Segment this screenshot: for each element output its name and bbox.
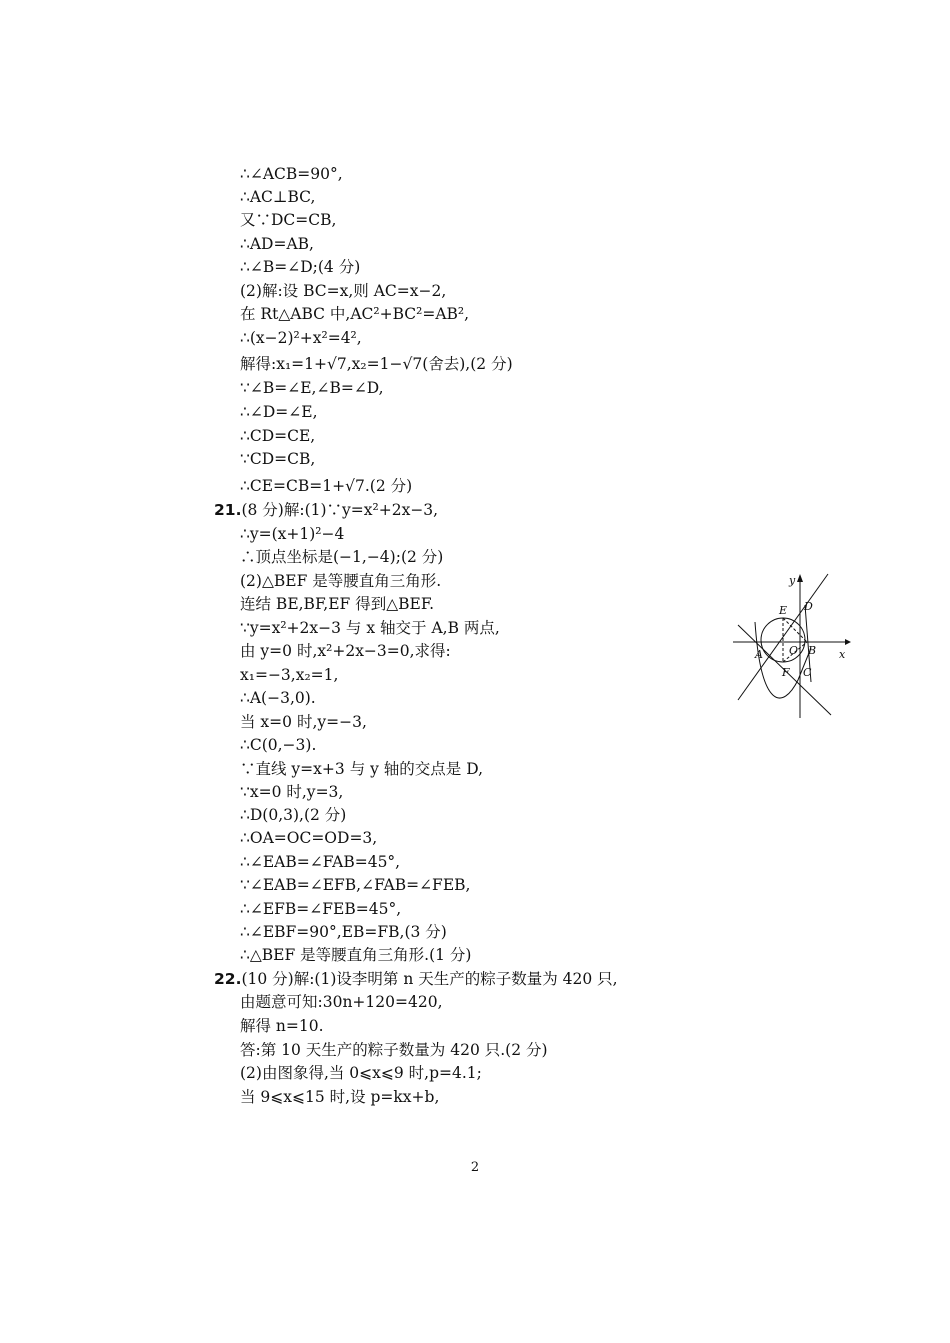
text-line: ∴OA=OC=OD=3,: [240, 829, 378, 847]
label-y: y: [789, 574, 796, 587]
text-line: ∴∠D=∠E,: [240, 403, 318, 421]
label-f: F: [782, 666, 790, 679]
text-line: ∴D(0,3),(2 分): [240, 806, 347, 824]
question-21-line: [214, 500, 438, 520]
text-line: ∴∠ACB=90°,: [240, 165, 343, 183]
text-line: 由 y=0 时,x²+2x−3=0,求得:: [240, 642, 451, 660]
text-line: ∵y=x²+2x−3 与 x 轴交于 A,B 两点,: [240, 619, 500, 637]
text-line: ∴CD=CE,: [240, 427, 316, 445]
text-line: (2)△BEF 是等腰直角三角形.: [240, 572, 442, 590]
text-line: ∴y=(x+1)²−4: [240, 525, 345, 543]
text-line: ∴顶点坐标是(−1,−4);(2 分): [240, 548, 444, 566]
text-line: ∵x=0 时,y=3,: [240, 783, 344, 801]
question-number: 21.: [214, 501, 242, 519]
text-line: 答:第 10 天生产的粽子数量为 420 只.(2 分): [240, 1041, 548, 1059]
text-line: 又∵DC=CB,: [240, 211, 337, 229]
question-22-line: [214, 969, 618, 989]
line-ad: [738, 574, 828, 700]
text-line: ∴∠EFB=∠FEB=45°,: [240, 900, 402, 918]
text-line: 当 x=0 时,y=−3,: [240, 713, 367, 731]
label-a: A: [755, 648, 763, 661]
label-d: D: [804, 600, 813, 613]
text-line: ∴△BEF 是等腰直角三角形.(1 分): [240, 946, 472, 964]
text-line: ∵直线 y=x+3 与 y 轴的交点是 D,: [240, 760, 484, 778]
label-x: x: [839, 648, 846, 661]
text-line: ∴AC⊥BC,: [240, 188, 316, 206]
page-number: 2: [470, 1160, 480, 1175]
text-line: ∴CE=CB=1+√7.(2 分): [240, 477, 413, 495]
label-o: O: [789, 644, 799, 657]
text-line: (2)解:设 BC=x,则 AC=x−2,: [240, 282, 447, 300]
text-line: 解得 n=10.: [240, 1017, 324, 1035]
parabola-circle-figure: [733, 570, 853, 720]
text-line: (10 分)解:(1)设李明第 n 天生产的粽子数量为 420 只,: [241, 970, 618, 988]
label-e: E: [779, 604, 788, 617]
label-c: C: [803, 666, 812, 679]
text-line: (8 分)解:(1)∵y=x²+2x−3,: [241, 501, 439, 519]
text-line: ∴∠EAB=∠FAB=45°,: [240, 853, 401, 871]
text-line: ∵∠B=∠E,∠B=∠D,: [240, 379, 384, 397]
text-line: 解得:x₁=1+√7,x₂=1−√7(舍去),(2 分): [240, 355, 513, 373]
text-line: ∴∠B=∠D;(4 分): [240, 258, 361, 276]
y-axis-arrow: [797, 574, 803, 582]
question-number: 22.: [214, 970, 242, 988]
text-line: ∴∠EBF=90°,EB=FB,(3 分): [240, 923, 447, 941]
label-b: B: [808, 644, 817, 657]
text-line: ∵CD=CB,: [240, 450, 316, 468]
text-line: 连结 BE,BF,EF 得到△BEF.: [240, 595, 435, 613]
text-line: (2)由图象得,当 0⩽x⩽9 时,p=4.1;: [240, 1064, 482, 1082]
text-line: x₁=−3,x₂=1,: [240, 666, 339, 684]
text-line: 当 9⩽x⩽15 时,设 p=kx+b,: [240, 1088, 440, 1106]
text-line: 由题意可知:30n+120=420,: [240, 993, 443, 1011]
text-line: ∴AD=AB,: [240, 235, 314, 253]
text-line: 在 Rt△ABC 中,AC²+BC²=AB²,: [240, 305, 470, 323]
x-axis-arrow: [845, 639, 851, 645]
text-line: ∵∠EAB=∠EFB,∠FAB=∠FEB,: [240, 876, 471, 894]
text-line: ∴(x−2)²+x²=4²,: [240, 329, 362, 347]
text-line: ∴C(0,−3).: [240, 736, 317, 754]
text-line: ∴A(−3,0).: [240, 689, 316, 707]
